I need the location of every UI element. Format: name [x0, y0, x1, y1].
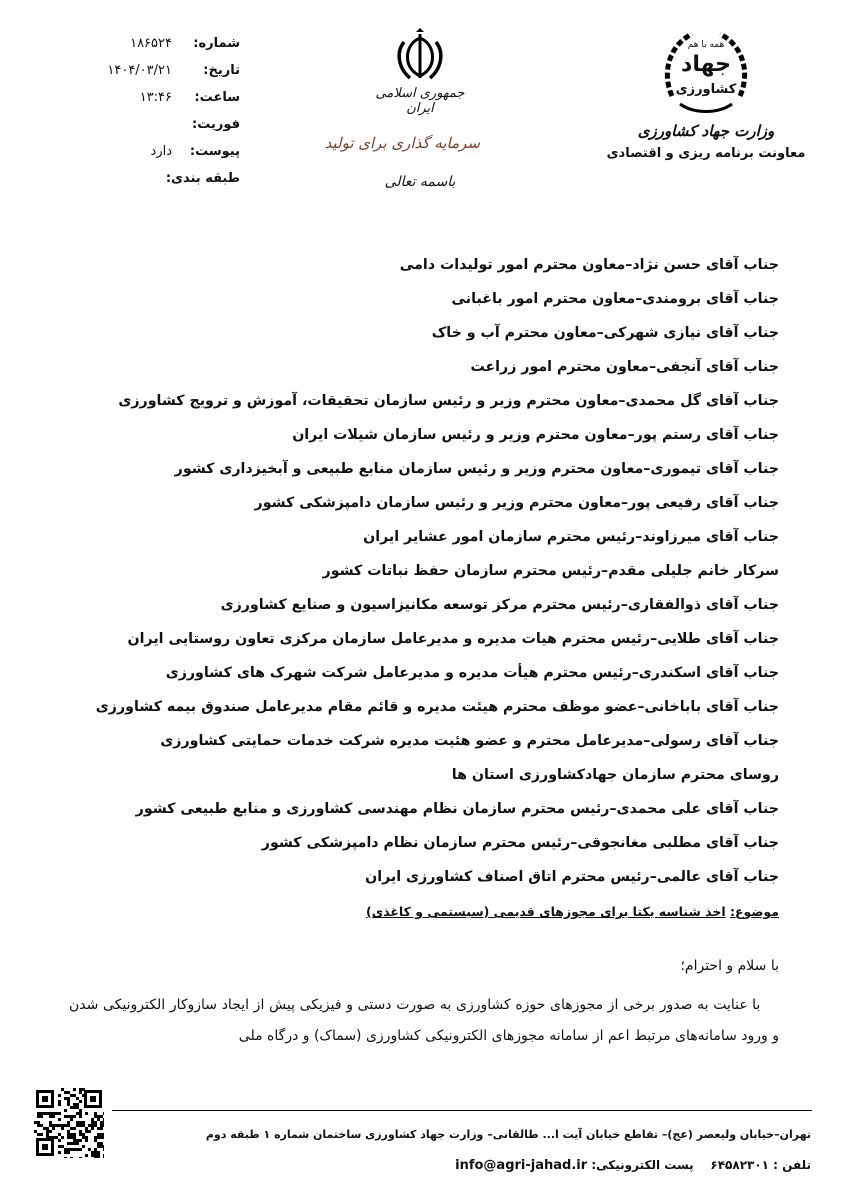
republic-name: جمهوری اسلامی ایران	[375, 86, 465, 116]
recipient-line: جناب آقای رفیعی پور–معاون محترم وزیر و رئیس سازمان دامپزشکی کشور	[254, 495, 779, 511]
time-value: ۱۳:۴۶	[139, 90, 172, 105]
recipient-line: جناب آقای ذوالفقاری–رئیس محترم مرکز توسعه مکانیزاسیون و صنایع کشاورزی	[220, 597, 779, 613]
recipient-line: جناب آقای گل محمدی–معاون محترم وزیر و رئیس سازمان تحقیقات، آموزش و ترویج کشاورزی	[118, 393, 779, 409]
time-label: ساعت:	[194, 90, 240, 105]
year-slogan: سرمایه گذاری برای تولید	[324, 134, 480, 152]
greeting: با سلام و احترام؛	[680, 958, 779, 974]
recipient-line: جناب آقای تیموری–معاون محترم وزیر و رئیس سازمان منابع طبیعی و آبخیزداری کشور	[174, 461, 779, 477]
meta-time	[60, 90, 240, 117]
subject-text: اخذ شناسه یکتا برای مجوزهای قدیمی (سیستمی و کاغذی)	[366, 904, 726, 919]
recipient-line: جناب آقای باباخانی–عضو موظف محترم هیئت مدیره و قائم مقام مدیرعامل صندوق بیمه کشاورزی	[95, 699, 779, 715]
ministry-logo	[658, 24, 754, 120]
footer-address: تهران–خیابان ولیعصر (عج)– تقاطع خیابان آیت ا... طالقانی– وزارت جهاد کشاورزی ساختمان شماره ۱ طبقه دوم	[205, 1128, 811, 1141]
attachment-label: پیوست:	[189, 144, 240, 159]
recipient-line: جناب آقای رستم پور–معاون محترم وزیر و رئیس سازمان شیلات ایران	[292, 427, 779, 443]
iran-emblem-icon	[360, 28, 480, 84]
email-link[interactable]: info@agri-jahad.ir	[455, 1158, 588, 1173]
recipient-line: جناب آقای طلایی–رئیس محترم هیات مدیره و مدیرعامل سازمان مرکزی تعاون روستایی ایران	[127, 631, 779, 647]
subject-label: موضوع:	[729, 904, 779, 919]
recipient-line: جناب آقای آنجفی–معاون محترم امور زراعت	[470, 359, 779, 375]
subject-line	[79, 904, 779, 919]
meta-number	[60, 36, 240, 63]
meta-urgency	[60, 117, 240, 144]
footer-contact	[191, 1158, 811, 1173]
recipient-line: جناب آقای عالمی–رئیس محترم اتاق اصناف کشاورزی ایران	[365, 869, 779, 885]
recipient-line: سرکار خانم جلیلی مقدم–رئیس محترم سازمان حفظ نباتات کشور	[322, 563, 779, 579]
recipient-line: جناب آقای نیازی شهرکی–معاون محترم آب و خاک	[431, 325, 779, 341]
recipient-line: جناب آقای رسولی–مدیرعامل محترم و عضو هئیت مدیره شرکت خدمات حمایتی کشاورزی	[160, 733, 779, 749]
body-paragraph	[69, 990, 779, 1052]
email-label: پست الکترونیکی:	[591, 1158, 694, 1172]
logo-top-text: همه با هم	[687, 40, 725, 50]
department-name: معاونت برنامه ریزی و اقتصادی	[606, 146, 806, 161]
recipient-line: جناب آقای برومندی–معاون محترم امور باغبانی	[451, 291, 779, 307]
meta-attachment	[60, 144, 240, 171]
urgency-label: فوریت:	[192, 117, 240, 132]
meta-date	[60, 63, 240, 90]
date-value: ۱۴۰۴/۰۳/۲۱	[107, 63, 172, 78]
classification-label: طبقه بندی:	[165, 171, 240, 186]
recipient-line: جناب آقای اسکندری–رئیس محترم هیأت مدیره و مدیرعامل شرکت شهرک های کشاورزی	[165, 665, 779, 681]
bismillah: باسمه تعالی	[384, 174, 456, 190]
logo-sub-text: کشاورزی	[675, 82, 737, 97]
qr-code-icon	[34, 1088, 104, 1158]
center-header	[324, 28, 480, 190]
ministry-name: وزارت جهاد کشاورزی	[637, 122, 775, 140]
meta-classification	[60, 171, 240, 198]
ministry-header	[591, 24, 821, 161]
recipient-line: جناب آقای علی محمدی–رئیس محترم سازمان نظام مهندسی کشاورزی و منابع طبیعی کشور	[135, 801, 779, 817]
phone-label: تلفن :	[773, 1158, 811, 1172]
footer-divider	[112, 1110, 812, 1111]
recipient-line: روسای محترم سازمان جهادکشاورزی استان ها	[451, 767, 779, 783]
number-label: شماره:	[193, 36, 240, 51]
recipient-line: جناب آقای میرزاوند–رئیس محترم سازمان امور عشایر ایران	[363, 529, 779, 545]
recipient-line: جناب آقای مطلبی مغانجوقی–رئیس محترم سازمان نظام دامپزشکی کشور	[261, 835, 779, 851]
logo-main-text: جهاد	[681, 52, 731, 77]
body-text: با عنایت به صدور برخی از مجوزهای حوزه کشاورزی به صورت دستی و فیزیکی پیش از ایجاد سازوکار الکترونیکی شدن و ورود سامانه‌های مرتبط اعم از سامانه مجوزهای الکترونیکی کشاورزی (سماک) و درگاه ملی	[69, 997, 779, 1044]
date-label: تاریخ:	[203, 63, 240, 78]
attachment-value: دارد	[150, 144, 172, 159]
letter-meta	[60, 36, 240, 198]
phone-number: ۶۴۵۸۲۳۰۱	[710, 1158, 769, 1172]
recipient-list	[79, 248, 779, 894]
number-value: ۱۸۶۵۲۴	[130, 36, 172, 51]
recipient-line: جناب آقای حسن نژاد–معاون محترم امور تولیدات دامی	[399, 257, 779, 273]
